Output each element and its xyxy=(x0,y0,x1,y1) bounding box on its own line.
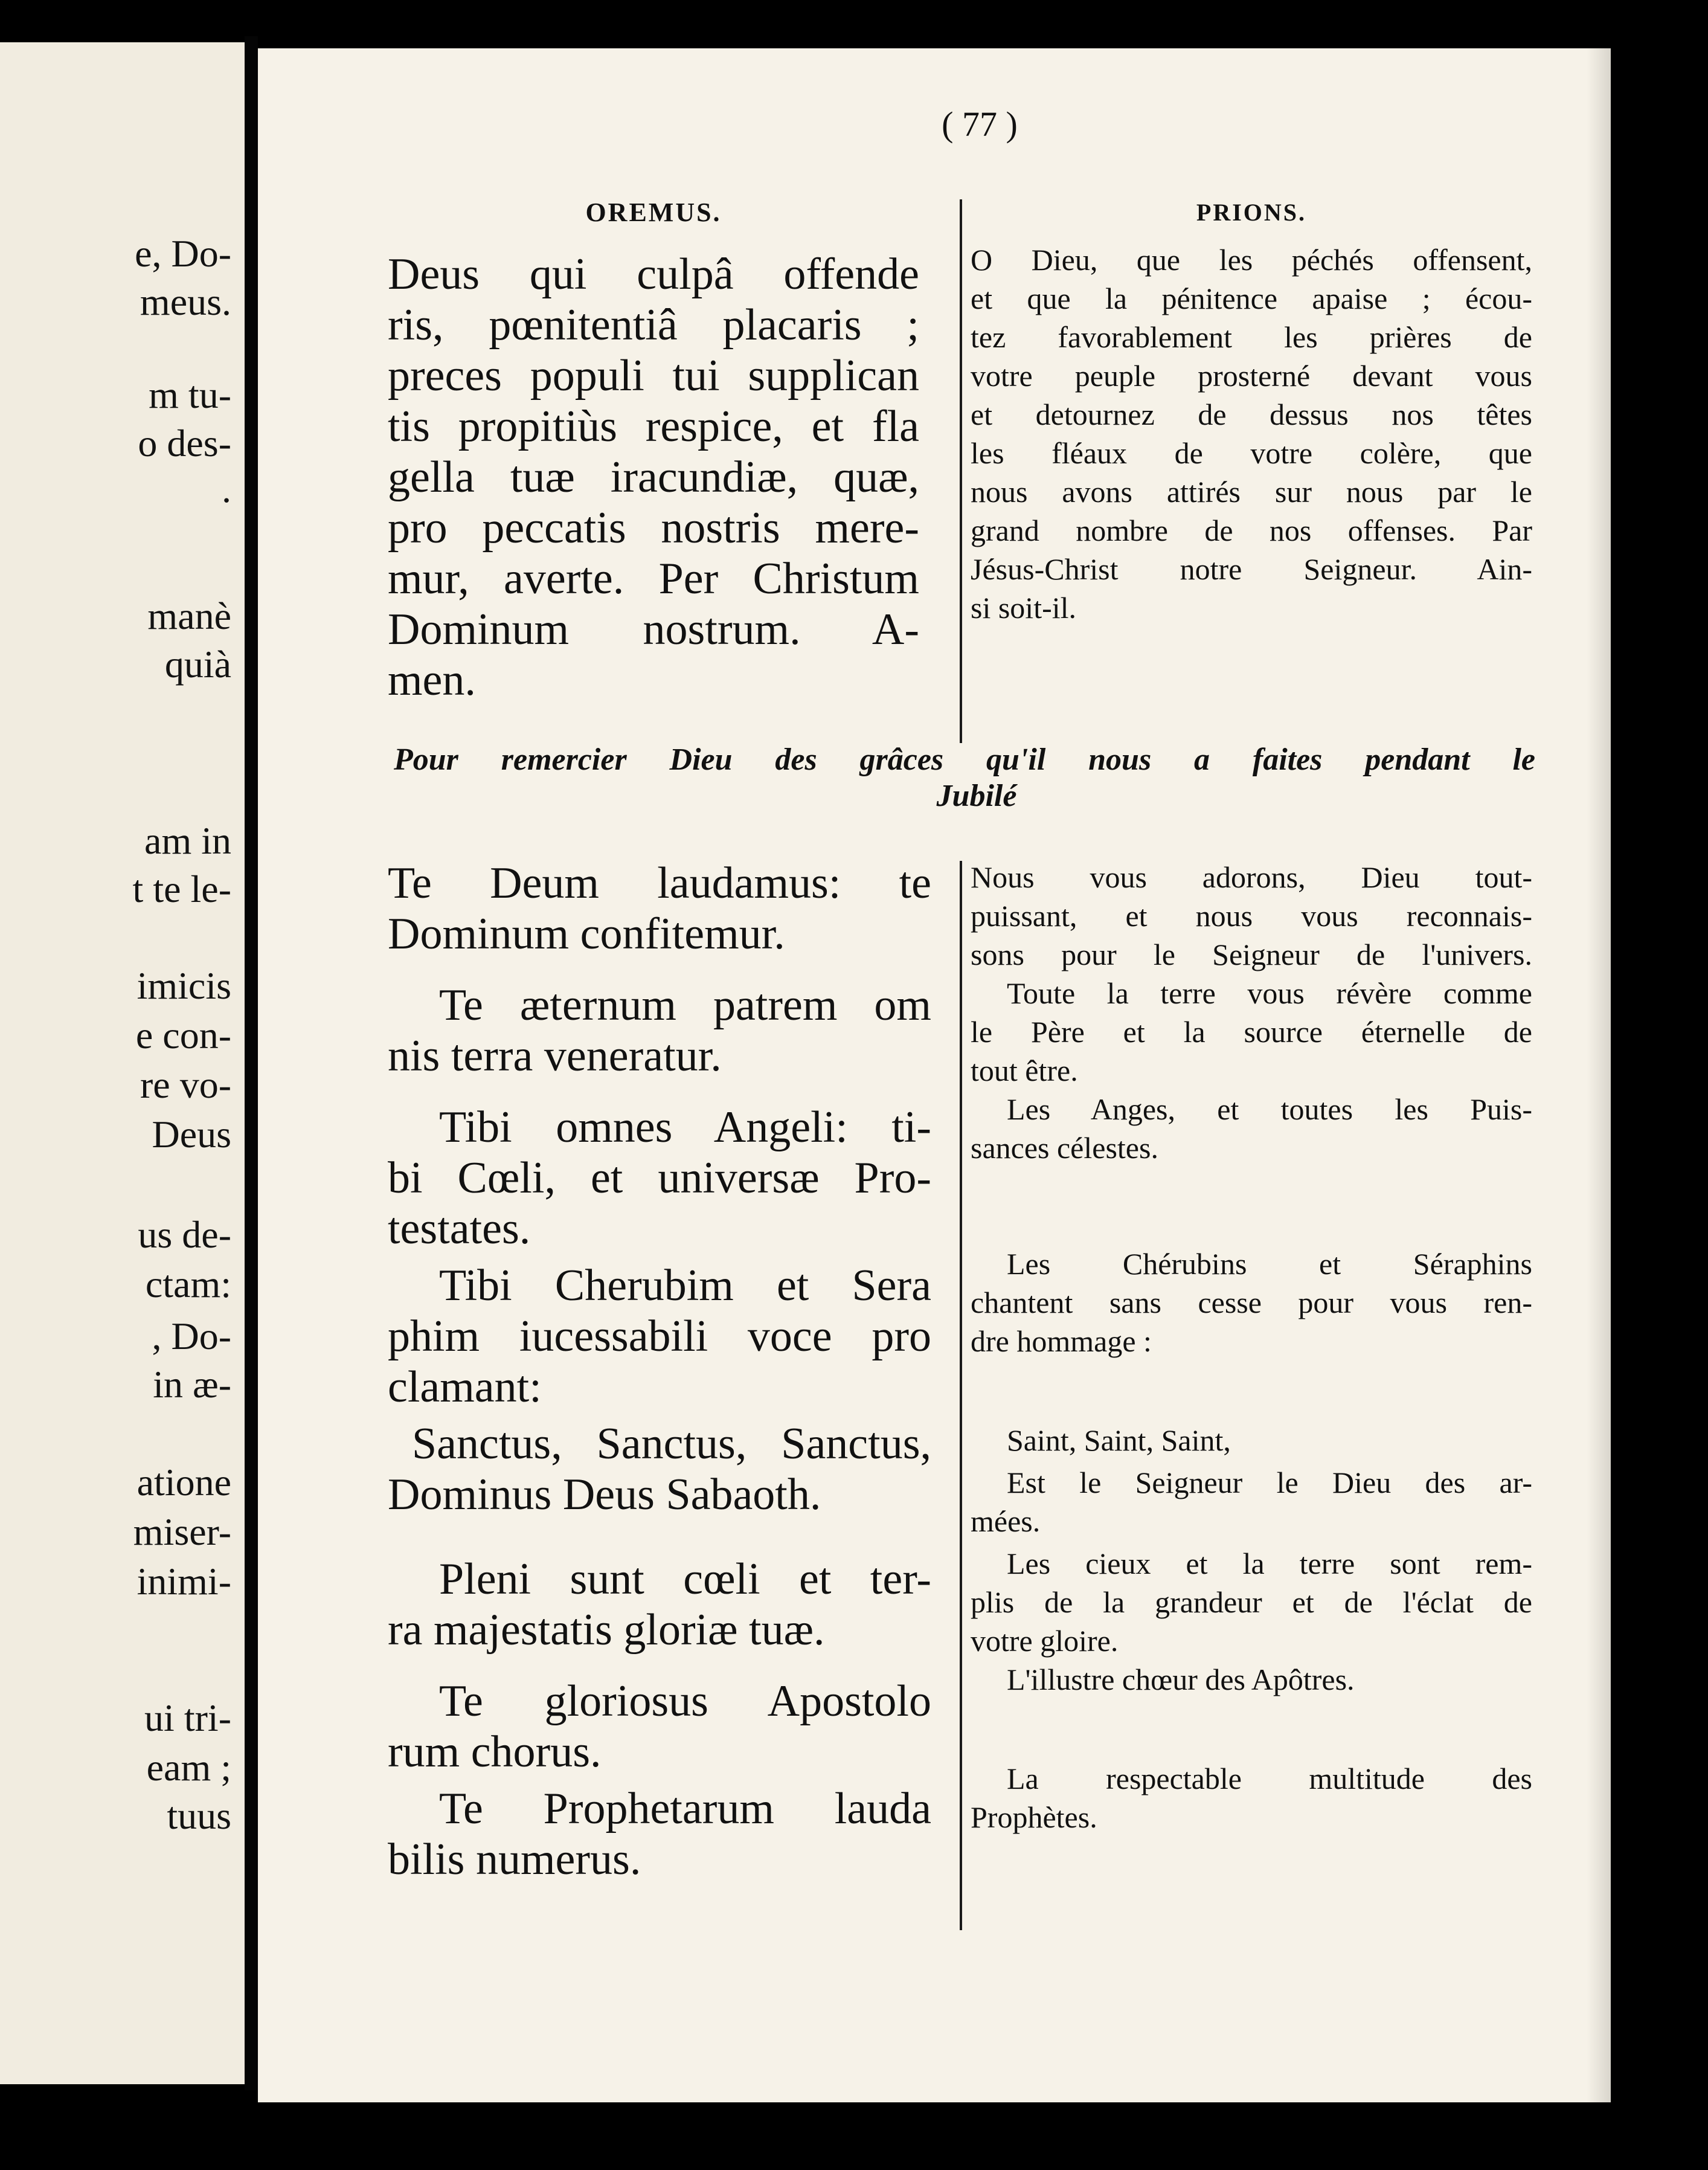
french-paragraph xyxy=(971,1544,1532,1660)
left-fragment: ctam: xyxy=(145,1263,231,1306)
page-gutter xyxy=(245,36,258,2090)
te-deum-french-column xyxy=(971,858,1532,1837)
latin-paragraph xyxy=(388,1554,931,1655)
left-fragment: quià xyxy=(164,643,231,686)
latin-line: gella tuæ iracundiæ, quæ, xyxy=(388,452,919,502)
latin-paragraph xyxy=(388,1418,931,1520)
latin-line: Dominum nostrum. A- xyxy=(388,605,919,654)
prions-french-column xyxy=(971,193,1532,627)
french-paragraph xyxy=(971,974,1532,1090)
french-line: Toute la terre vous révère comme xyxy=(1007,976,1532,1010)
french-paragraph xyxy=(971,1244,1532,1360)
french-line: les fléaux de votre colère, que xyxy=(971,436,1532,470)
latin-line: Pleni sunt cœli et ter- xyxy=(439,1554,931,1604)
french-line: sances célestes. xyxy=(971,1131,1158,1165)
prions-heading: PRIONS. xyxy=(1196,199,1307,226)
french-line: votre peuple prosterné devant vous xyxy=(971,359,1532,393)
latin-line: Sanctus, Sanctus, Sanctus, xyxy=(412,1419,931,1469)
latin-line: mur, averte. Per Christum xyxy=(388,554,919,604)
left-fragment: re vo- xyxy=(140,1063,231,1106)
left-fragment: atione xyxy=(136,1461,231,1504)
left-facing-page xyxy=(0,42,245,2084)
left-fragment: Deus xyxy=(152,1113,231,1156)
french-line: L'illustre chœur des Apôtres. xyxy=(1007,1663,1355,1696)
page-edge-shadow xyxy=(1587,48,1611,2102)
te-deum-latin-column xyxy=(388,858,931,1885)
latin-paragraph xyxy=(388,1260,931,1412)
latin-line: ra majestatis gloriæ tuæ. xyxy=(388,1605,825,1655)
latin-line: Tibi omnes Angeli: ti- xyxy=(439,1103,931,1152)
french-paragraph xyxy=(971,858,1532,974)
french-line: tout être. xyxy=(971,1054,1078,1087)
french-line: Jésus-Christ notre Seigneur. Ain- xyxy=(971,552,1532,586)
french-line: votre gloire. xyxy=(971,1624,1119,1658)
latin-line: Te gloriosus Apostolo xyxy=(439,1676,931,1726)
left-fragment: am in xyxy=(144,819,231,862)
french-line: si soit-il. xyxy=(971,591,1077,625)
latin-line: ris, pœnitentiâ placaris ; xyxy=(388,300,919,350)
book-page xyxy=(258,48,1611,2102)
latin-line: pro peccatis nostris mere- xyxy=(388,503,919,553)
latin-paragraph xyxy=(388,980,931,1081)
french-line: La respectable multitude des xyxy=(1007,1762,1532,1795)
page-number: ( 77 ) xyxy=(942,105,1018,144)
latin-line: nis terra veneratur. xyxy=(388,1031,722,1081)
left-fragment: , Do- xyxy=(152,1315,231,1357)
french-paragraph xyxy=(971,1759,1532,1837)
french-line: O Dieu, que les péchés offensent, xyxy=(971,243,1532,277)
section-title-line1: Pour remercier Dieu des grâces qu'il nous a faites pendant le xyxy=(394,742,1535,777)
french-line: plis de la grandeur et de l'éclat de xyxy=(971,1585,1532,1619)
latin-paragraph xyxy=(388,1102,931,1254)
section-title xyxy=(394,742,1535,814)
latin-line: clamant: xyxy=(388,1362,542,1412)
latin-line: Dominus Deus Sabaoth. xyxy=(388,1470,821,1519)
latin-line: Tibi Cherubim et Sera xyxy=(439,1261,931,1310)
latin-line: rum chorus. xyxy=(388,1727,602,1777)
latin-line: men. xyxy=(388,655,476,705)
latin-line: tis propitiùs respice, et fla xyxy=(388,402,919,451)
left-fragment: tuus xyxy=(167,1794,231,1837)
latin-line: bilis numerus. xyxy=(388,1835,641,1884)
latin-line: Deus qui culpâ offende xyxy=(388,250,919,299)
latin-paragraph xyxy=(388,858,931,959)
latin-line: Te æternum patrem om xyxy=(439,980,931,1030)
french-line: tez favorablement les prières de xyxy=(971,320,1532,354)
french-line: Nous vous adorons, Dieu tout- xyxy=(971,860,1532,894)
left-fragment: e, Do- xyxy=(135,232,231,275)
oremus-heading: OREMUS. xyxy=(585,198,722,227)
left-fragment: t te le- xyxy=(132,868,231,910)
french-line: Les cieux et la terre sont rem- xyxy=(1007,1547,1532,1580)
left-fragment: eam ; xyxy=(146,1746,231,1789)
left-fragment: o des- xyxy=(138,422,231,465)
latin-paragraph xyxy=(388,1676,931,1777)
column-rule-top xyxy=(960,199,962,743)
left-fragment: miser- xyxy=(133,1510,231,1553)
latin-line: Te Deum laudamus: te xyxy=(388,858,931,908)
left-fragment: m tu- xyxy=(149,373,231,416)
french-line: puissant, et nous vous reconnais- xyxy=(971,899,1532,933)
latin-line: preces populi tui supplican xyxy=(388,351,919,401)
column-rule-bottom xyxy=(960,861,962,1930)
french-line: Saint, Saint, Saint, xyxy=(1007,1423,1231,1457)
left-fragment: . xyxy=(222,468,231,510)
french-line: mées. xyxy=(971,1504,1041,1538)
french-paragraph xyxy=(971,1660,1532,1699)
french-paragraph xyxy=(971,1463,1532,1541)
french-line: grand nombre de nos offenses. Par xyxy=(971,514,1532,547)
latin-line: bi Cœli, et universæ Pro- xyxy=(388,1153,931,1203)
french-line: nous avons attirés sur nous par le xyxy=(971,475,1532,509)
french-paragraph xyxy=(971,1421,1532,1460)
oremus-latin-column xyxy=(388,187,919,706)
french-line: chantent sans cesse pour vous ren- xyxy=(971,1286,1532,1319)
left-fragment: us de- xyxy=(138,1213,231,1256)
latin-paragraph xyxy=(388,1783,931,1885)
left-fragment: inimi- xyxy=(136,1560,231,1603)
latin-line: phim iucessabili voce pro xyxy=(388,1312,931,1361)
french-line: dre hommage : xyxy=(971,1324,1152,1358)
french-line: Les Anges, et toutes les Puis- xyxy=(1007,1092,1532,1126)
section-title-line2: Jubilé xyxy=(936,779,1017,813)
latin-line: Te Prophetarum lauda xyxy=(439,1784,931,1834)
french-line: Est le Seigneur le Dieu des ar- xyxy=(1007,1466,1532,1499)
left-fragment: ui tri- xyxy=(144,1696,231,1739)
left-fragment: imicis xyxy=(136,964,231,1007)
french-line: et que la pénitence apaise ; écou- xyxy=(971,282,1532,315)
left-fragment: manè xyxy=(147,594,231,637)
french-line: le Père et la source éternelle de xyxy=(971,1015,1532,1049)
french-line: et detournez de dessus nos têtes xyxy=(971,398,1532,431)
french-line: Les Chérubins et Séraphins xyxy=(1007,1247,1532,1281)
french-paragraph xyxy=(971,1090,1532,1167)
french-line: sons pour le Seigneur de l'univers. xyxy=(971,938,1532,971)
left-fragment: meus. xyxy=(140,280,231,323)
latin-line: testates. xyxy=(388,1204,531,1254)
left-fragment: e con- xyxy=(135,1014,231,1057)
latin-line: Dominum confitemur. xyxy=(388,909,785,959)
french-line: Prophètes. xyxy=(971,1800,1097,1834)
left-fragment: in æ- xyxy=(153,1363,231,1406)
